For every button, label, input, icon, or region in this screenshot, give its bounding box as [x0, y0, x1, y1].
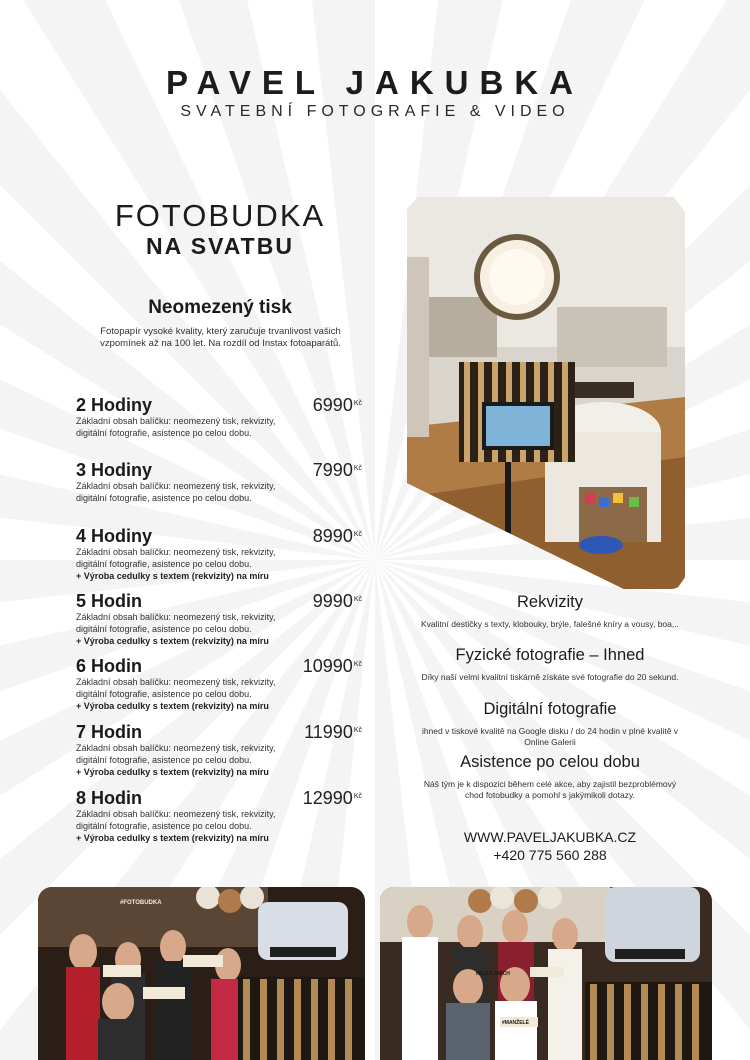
feature-props-title: Rekvizity [516, 593, 583, 611]
booth-sign-text-2: #MANŽELÉ [502, 1020, 529, 1026]
guests-photo-right [380, 887, 712, 1060]
unlimited-desc-line-2: vzpomínek až na 100 let. Na rozdíl od Instax fotoaparátů. [100, 338, 341, 349]
package-description: Základní obsah balíčku: neomezený tisk, rekvizity, digitální fotografie, asistence po celou dobu. [76, 481, 276, 503]
package-extra: + Výroba cedulky s textem (rekvizity) na míru [76, 571, 269, 581]
feature-digital-photos-description: ihned v tiskové kvalitě na Google disku / do 24 hodin v plné kvalitě v Online Galerii [421, 726, 679, 747]
package-description: Základní obsah balíčku: neomezený tisk, rekvizity, digitální fotografie, asistence po celou dobu. [76, 416, 276, 438]
unlimited-print-description [78, 326, 363, 350]
package-name: 4 Hodiny [76, 526, 153, 546]
feature-props-description: Kvalitní destičky s texty, klobouky, brýle, falešné kníry a vousy, boa,.. [421, 619, 679, 629]
package-4-hours [76, 526, 368, 582]
package-extra: + Výroba cedulky s textem (rekvizity) na míru [76, 767, 269, 777]
package-name: 8 Hodin [76, 788, 142, 808]
package-extra: + Výroba cedulky s textem (rekvizity) na míru [76, 701, 269, 711]
guests-photo-left [38, 887, 365, 1060]
package-price: $11990^{Kč}$ [304, 722, 362, 742]
package-price: $8990^{Kč}$ [312, 526, 362, 546]
feature-physical-photos-description: Díky naší velmi kvalitní tiskárně získáte své fotografie do 20 sekund. [421, 672, 679, 682]
package-price: $9990^{Kč}$ [312, 591, 362, 611]
package-description: Základní obsah balíčku: neomezený tisk, rekvizity, digitální fotografie, asistence po celou dobu. [76, 743, 276, 765]
feature-digital-photos-title: Digitální fotografie [483, 700, 617, 718]
package-8-hours [76, 788, 368, 844]
package-description: Základní obsah balíčku: neomezený tisk, rekvizity, digitální fotografie, asistence po celou dobu. [76, 547, 276, 569]
package-name: 2 Hodiny [76, 395, 153, 415]
package-price: $7990^{Kč}$ [312, 460, 362, 480]
unlimited-print-heading: Neomezený tisk [148, 297, 292, 318]
booth-sign-text-1: #FOTOBUDKA [120, 900, 162, 906]
package-name: 3 Hodiny [76, 460, 153, 480]
package-description: Základní obsah balíčku: neomezený tisk, rekvizity, digitální fotografie, asistence po celou dobu. [76, 677, 276, 699]
feature-assistance-title: Asistence po celou dobu [460, 753, 640, 771]
package-3-hours [76, 460, 368, 504]
package-description: Základní obsah balíčku: neomezený tisk, rekvizity, digitální fotografie, asistence po celou dobu. [76, 809, 276, 831]
package-extra: + Výroba cedulky s textem (rekvizity) na míru [76, 833, 269, 843]
package-description: Základní obsah balíčku: neomezený tisk, rekvizity, digitální fotografie, asistence po celou dobu. [76, 612, 276, 634]
prop-sign-text: MILUJI SMÍCH [476, 971, 510, 977]
package-price: $10990^{Kč}$ [302, 656, 362, 676]
phone-number[interactable]: +420 775 560 288 [493, 847, 607, 863]
package-7-hours [76, 722, 368, 778]
unlimited-desc-line-1: Fotopapír vysoké kvality, který zaručuje trvanlivost vašich [100, 326, 341, 337]
package-price: $6990^{Kč}$ [312, 395, 362, 415]
package-name: 7 Hodin [76, 722, 142, 742]
package-extra: + Výroba cedulky s textem (rekvizity) na míru [76, 636, 269, 646]
brand-name: PAVEL JAKUBKA [165, 64, 585, 101]
feature-assistance-description: Náš tým je k dispozici během celé akce, aby zajistil bezproblémový chod fotobudky a pomohl s jakýmikoli dotazy. [423, 779, 677, 800]
brand-tagline: SVATEBNÍ FOTOGRAFIE & VIDEO [180, 103, 570, 120]
title-line-2: NA SVATBU [146, 233, 294, 259]
package-6-hours [76, 656, 368, 712]
website-link[interactable]: WWW.PAVELJAKUBKA.CZ [463, 829, 637, 845]
package-name: 6 Hodin [76, 656, 142, 676]
package-price: $12990^{Kč}$ [302, 788, 362, 808]
package-2-hours [76, 395, 368, 439]
feature-physical-photos-title: Fyzické fotografie – Ihned [455, 646, 645, 664]
package-5-hours [76, 591, 368, 647]
package-name: 5 Hodin [76, 591, 142, 611]
title-line-1: FOTOBUDKA [114, 198, 326, 233]
